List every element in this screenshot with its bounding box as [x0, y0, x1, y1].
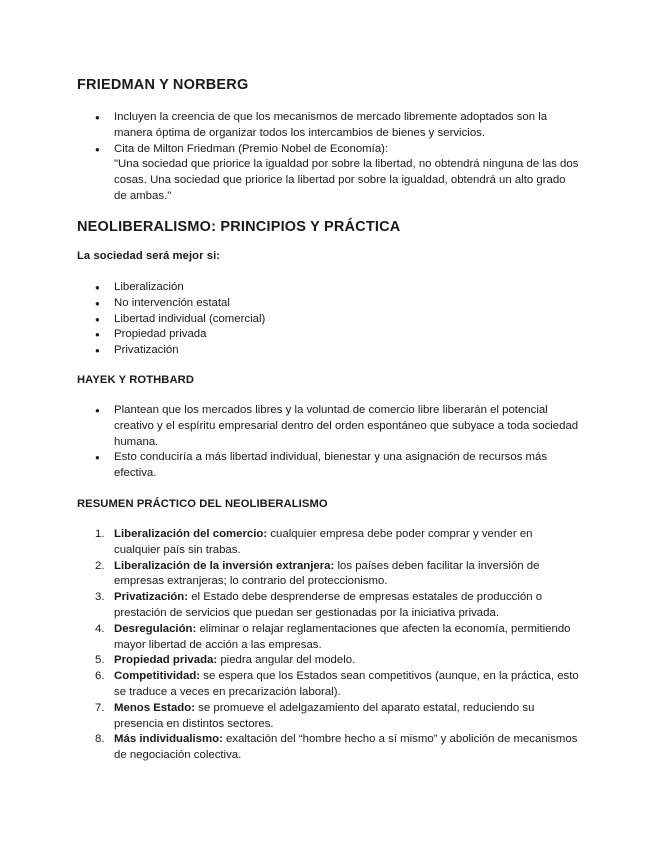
- list-item: ● Liberalización: [0, 280, 580, 296]
- friedman-bullet-list: [0, 110, 655, 205]
- list-item: Liberalización de la inversión extranjera: los países deben facilitar la inversión de empresas extranjeras; lo contrario del proteccionismo.: [114, 559, 540, 588]
- list-item: ● Cita de Milton Friedman (Premio Nobel de Economía): "Una sociedad que priorice la igualdad por sobre la libertad, no obtendrá ninguna de las dos cosas. Una sociedad que priorice la libertad por sobre la igualdad, obtendrá un alto grado de ambas.": [0, 142, 580, 205]
- list-item: Más individualismo: exaltación del “hombre hecho a sí mismo” y abolición de mecanismos de negociación colectiva.: [114, 733, 578, 762]
- section-heading-hayek-rothbard: HAYEK Y ROTHBARD: [77, 374, 195, 386]
- list-item: Propiedad privada: piedra angular del modelo.: [114, 654, 356, 667]
- section-heading-neoliberalismo: NEOLIBERALISMO: PRINCIPIOS Y PRÁCTICA: [77, 219, 401, 235]
- hayek-bullet-list: [0, 403, 655, 482]
- list-item: ● Incluyen la creencia de que los mecanismos de mercado libremente adoptados son la manera óptima de organizar todos los intercambios de bienes y servicios.: [0, 110, 580, 142]
- list-item: ● Propiedad privada: [0, 327, 580, 343]
- list-item: ● Privatización: [0, 343, 580, 359]
- list-item: Liberalización del comercio: cualquier empresa debe poder comprar y vender en cualquier país sin trabas.: [114, 528, 533, 556]
- list-item: Desregulación: eliminar o relajar reglamentaciones que afecten la economía, permitiendo mayor libertad de acción a las empresas.: [114, 622, 571, 651]
- friedman-quote: "Una sociedad que priorice la igualdad por sobre la libertad, no obtendrá ninguna de las dos cosas. Una sociedad que priorice la libertad por sobre la igualdad, obtendrá un alto grado de ambas.": [114, 158, 579, 202]
- list-item: ● No intervención estatal: [0, 296, 580, 312]
- section-heading-resumen-practico: RESUMEN PRÁCTICO DEL NEOLIBERALISMO: [77, 498, 328, 510]
- list-item: Privatización: el Estado debe desprenderse de empresas estatales de producción o prestación de servicios que puedan ser gestionadas por la iniciativa privada.: [114, 591, 543, 619]
- list-item: Competitividad: se espera que los Estados sean competitivos (aunque, en la práctica, esto se traduce a veces en precarización laboral).: [114, 670, 579, 698]
- list-item: Menos Estado: se promueve el adelgazamiento del aparato estatal, reduciendo su presencia en distintos sectores.: [114, 701, 535, 730]
- list-item: ● Plantean que los mercados libres y la voluntad de comercio libre liberarán el potencial creativo y el espíritu empresarial dentro del orden espontáneo que subyace a toda sociedad humana.: [0, 403, 580, 450]
- list-item: ● Esto conduciría a más libertad individual, bienestar y una asignación de recursos más efectiva.: [0, 450, 580, 482]
- principios-bullet-list: [0, 280, 655, 359]
- section-heading-friedman-norberg: FRIEDMAN Y NORBERG: [77, 77, 249, 93]
- subheading-sociedad-mejor: La sociedad será mejor si:: [77, 250, 221, 262]
- list-item: ● Libertad individual (comercial): [0, 312, 580, 328]
- resumen-numbered-list: [0, 527, 655, 764]
